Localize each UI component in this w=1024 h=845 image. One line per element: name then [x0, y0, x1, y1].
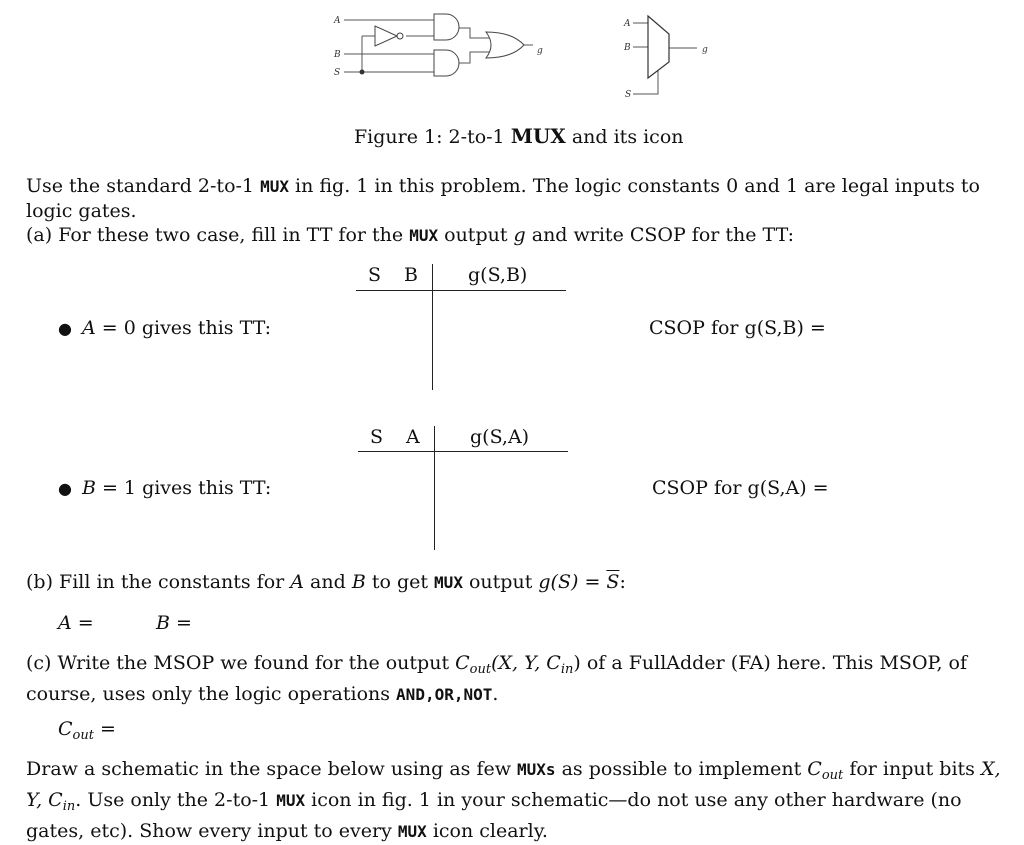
- tt1-vline: [432, 264, 433, 390]
- and-gate-bottom: [434, 50, 459, 76]
- gate-output-g-label: g: [537, 46, 543, 56]
- tt1-header-b: B: [404, 264, 418, 286]
- answer-b-label: B =: [156, 612, 192, 634]
- tt2-hline: [358, 451, 568, 452]
- or-gate: [486, 32, 524, 58]
- gate-input-b-label: B: [334, 50, 341, 60]
- icon-input-b-label: B: [624, 43, 631, 53]
- part-a-prompt: (a) For these two case, fill in TT for the MUX output g and write CSOP for the TT:: [26, 224, 794, 246]
- schematic-instructions: Draw a schematic in the space below using as few MUXs as possible to implement $C_{out}$ for input bits X, Y, $C_{in}$. Use only the 2-to-1 MUX icon in fig. 1 in your schematic—do not use any other hardware (no gates, etc). Show every input to every MUX icon clearly.: [26, 758, 1001, 842]
- csop1-label: CSOP for g(S,B) =: [649, 317, 826, 339]
- cout-answer-label: $C_{out}$ =: [58, 718, 116, 743]
- answer-a-label: A =: [58, 612, 94, 634]
- case-a-bullet: ● A = 0 gives this TT:: [58, 317, 271, 339]
- tt2-vline: [434, 426, 435, 550]
- figure-caption: Figure 1: 2-to-1 MUX and its icon: [354, 124, 684, 148]
- tt2-header-g: g(S,A): [470, 426, 530, 448]
- part-b-prompt: (b) Fill in the constants for A and B to get MUX output $g(S) = \overline{S}$:: [26, 571, 626, 593]
- intro-paragraph: Use the standard 2-to-1 MUX in fig. 1 in this problem. The logic constants 0 and 1 are legal inputs to logic gates.: [26, 175, 980, 222]
- tt2-header-s: S: [370, 426, 384, 448]
- and-gate-top: [434, 14, 459, 40]
- gate-input-s-label: S: [334, 68, 341, 78]
- icon-input-a-label: A: [624, 19, 631, 29]
- icon-input-s-label: S: [625, 90, 632, 100]
- tt1-header-g: g(S,B): [468, 264, 528, 286]
- gate-input-a-label: A: [334, 16, 341, 26]
- case-b-bullet: ● B = 1 gives this TT:: [58, 477, 272, 499]
- junction-dot: [360, 70, 365, 75]
- icon-output-g-label: g: [702, 45, 708, 55]
- mux-trapezoid: [648, 16, 669, 78]
- tt1-hline: [356, 290, 566, 291]
- part-c-prompt: (c) Write the MSOP we found for the output $C_{out}(X$, Y, $C_{in}$) of a FullAdder (FA) here. This MSOP, of course, uses only the logic operations AND,OR,NOT.: [26, 652, 968, 705]
- csop2-label: CSOP for g(S,A) =: [652, 477, 829, 499]
- mux-gate-schematic: [330, 8, 560, 88]
- mux-icon: [615, 12, 725, 102]
- not-gate: [375, 26, 403, 46]
- tt2-header-a: A: [406, 426, 420, 448]
- tt1-header-s: S: [368, 264, 382, 286]
